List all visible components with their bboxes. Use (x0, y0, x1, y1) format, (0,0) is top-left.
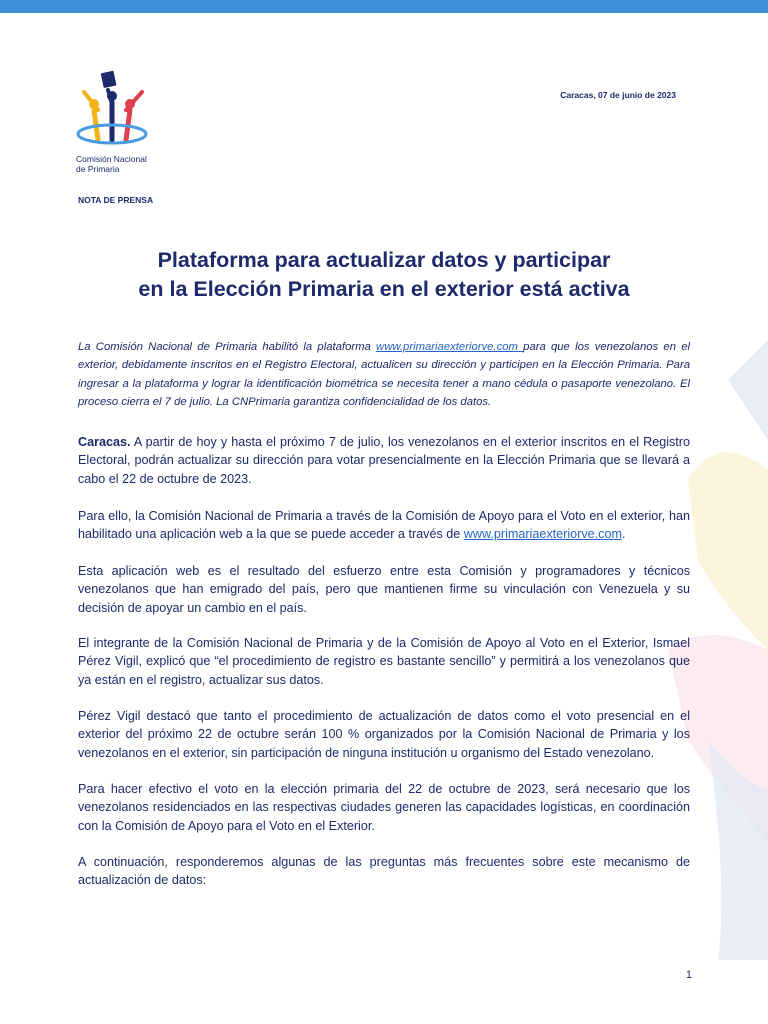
body-paragraph-4: El integrante de la Comisión Nacional de Primaria y de la Comisión de Apoyo al Voto en el Exterior, Ismael Pérez Vigil, explicó que “el procedimiento de registro es bastante sencillo” y permitirá a los venezolanos que ya están en el registro, actualizar sus datos. (78, 636, 690, 687)
body-paragraph-3: Esta aplicación web es el resultado del esfuerzo entre esta Comisión y programadores y técnicos venezolanos que han emigrado del país, pero que mantienen firme su vinculación con Venezuela y su decisión de apoyar un cambio en el país. (78, 564, 690, 615)
doc-type-label: NOTA DE PRENSA (78, 195, 154, 205)
org-name: Comisión Nacional de Primaria (76, 154, 147, 174)
platform-link[interactable]: www.primariaexteriorve.com (376, 341, 524, 353)
body-paragraph-7: A continuación, responderemos algunas de las preguntas más frecuentes sobre este mecanismo de actualización de datos: (78, 855, 690, 888)
press-title (78, 246, 690, 304)
body-paragraph-5: Pérez Vigil destacó que tanto el procedimiento de actualización de datos como el voto presencial en el exterior del próximo 22 de octubre serán 100 % organizados por la Comisión Nacional de Primaria y los venezolanos en el exterior, sin participación de ninguna institución u organismo del Estado venezolano. (78, 709, 690, 760)
dateline: Caracas. (78, 435, 131, 449)
page-number: 1 (685, 969, 692, 981)
title-line-2: en la Elección Primaria en el exterior está activa (138, 277, 630, 301)
body-paragraph-2: Para ello, la Comisión Nacional de Primaria a través de la Comisión de Apoyo para el Voto en el exterior, han habilitado una aplicación web a la que se puede acceder a través de www.primariaexteriorve.com. (78, 509, 690, 542)
press-date: Caracas, 07 de junio de 2023 (560, 90, 676, 100)
title-line-1: Plataforma para actualizar datos y participar (157, 248, 611, 272)
body-paragraph-1: Caracas. A partir de hoy y hasta el próximo 7 de julio, los venezolanos en el exterior inscritos en el Registro Electoral, podrán actualizar su dirección para votar presencialmente en la Elección Primaria que se llevará a cabo el 22 de octubre de 2023. (78, 435, 690, 486)
platform-link-body[interactable]: www.primariaexteriorve.com (463, 527, 622, 542)
top-accent-bar (0, 0, 768, 13)
body-paragraph-6: Para hacer efectivo el voto en la elección primaria del 22 de octubre de 2023, será necesario que los venezolanos residenciados en las respectivas ciudades generen las capacidades logísticas, en coordinación con la Comisión de Apoyo para el Voto en el Exterior. (78, 782, 690, 833)
lead-summary: La Comisión Nacional de Primaria habilitó la plataforma www.primariaexteriorve.com para que los venezolanos en el exterior, debidamente inscritos en el Registro Electoral, actualicen su dirección y participen en la Elección Primaria. Para ingresar a la plataforma y lograr la identificación biométrica se necesita tener a mano cédula o pasaporte venezolano. El proceso cierra el 7 de julio. La CNPrimaria garantiza confidencialidad de los datos. (78, 341, 690, 408)
